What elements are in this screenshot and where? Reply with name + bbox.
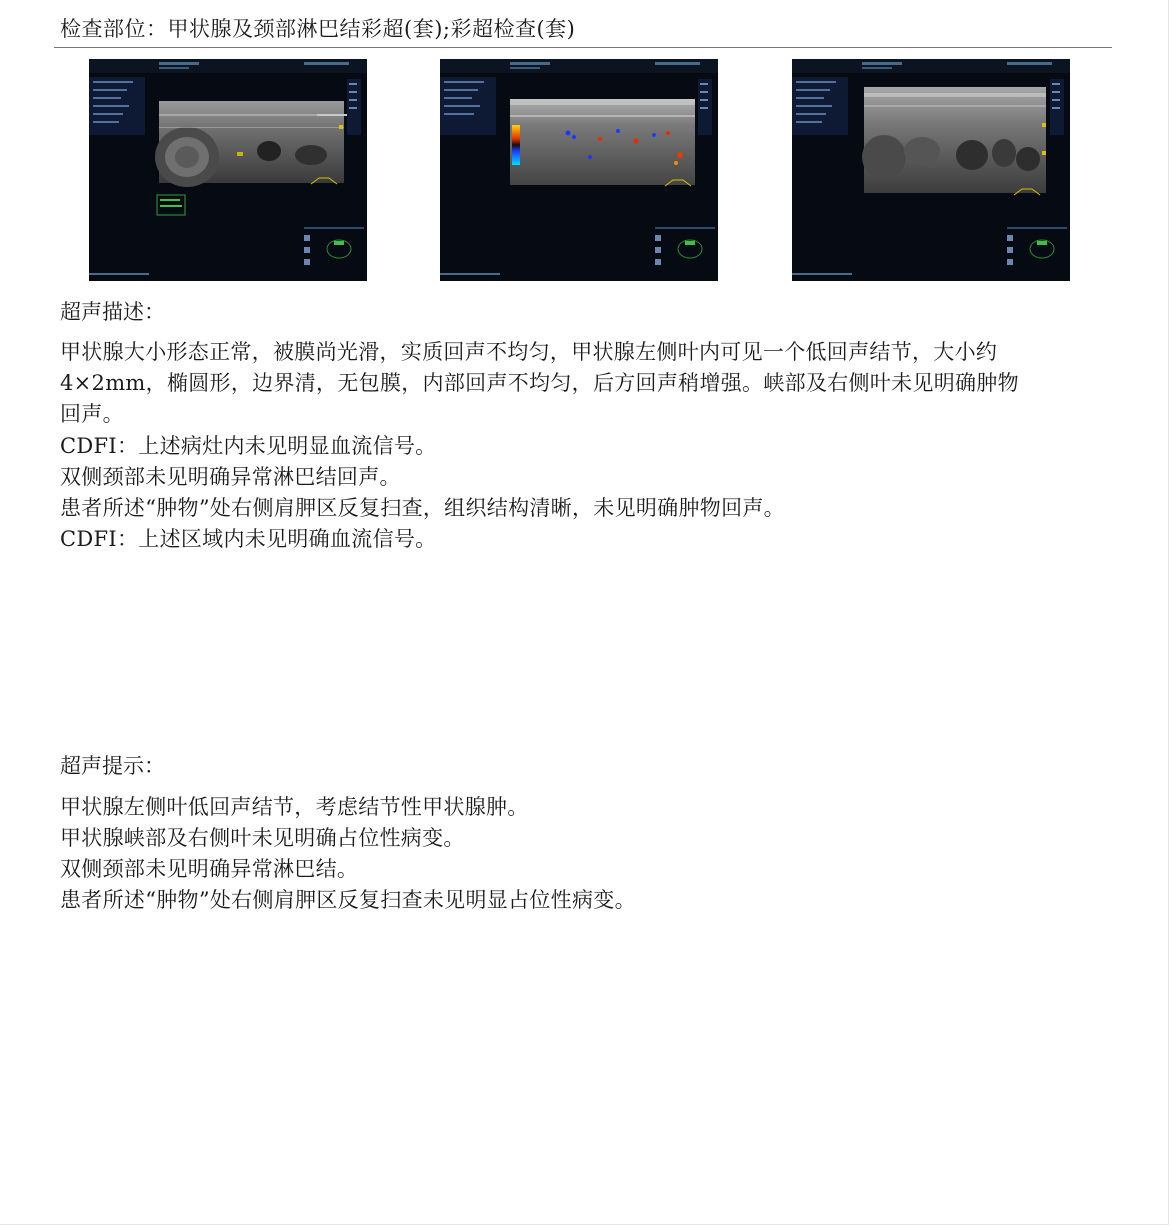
description-line-6: 患者所述“肿物”处右侧肩胛区反复扫查，组织结构清晰，未见明确肿物回声。 bbox=[60, 496, 785, 520]
exam-site-line bbox=[60, 13, 575, 43]
cut-off-header-line bbox=[60, 0, 820, 4]
exam-site-label: 检查部位： bbox=[60, 17, 168, 41]
description-title: 超声描述： bbox=[60, 300, 165, 324]
description-line-1: 甲状腺大小形态正常，被膜尚光滑，实质回声不均匀，甲状腺左侧叶内可见一个低回声结节，大小约 bbox=[60, 340, 998, 364]
conclusion-title: 超声提示： bbox=[60, 754, 165, 778]
exam-site-value: 甲状腺及颈部淋巴结彩超(套);彩超检查(套) bbox=[167, 17, 576, 41]
description-line-2: 4×2mm，椭圆形，边界清，无包膜，内部回声不均匀，后方回声稍增强。峡部及右侧叶未见明确肿物 bbox=[60, 371, 1019, 395]
description-line-5: 双侧颈部未见明确异常淋巴结回声。 bbox=[60, 465, 401, 489]
conclusion-line-1: 甲状腺左侧叶低回声结节，考虑结节性甲状腺肿。 bbox=[60, 795, 529, 819]
header-divider bbox=[54, 47, 1112, 48]
ultrasound-image-3 bbox=[792, 59, 1070, 281]
description-line-4: CDFI：上述病灶内未见明显血流信号。 bbox=[60, 434, 437, 458]
conclusion-line-4: 患者所述“肿物”处右侧肩胛区反复扫查未见明显占位性病变。 bbox=[60, 888, 636, 912]
description-line-3: 回声。 bbox=[60, 402, 124, 426]
ultrasound-image-2 bbox=[440, 59, 718, 281]
description-line-7: CDFI：上述区域内未见明确血流信号。 bbox=[60, 527, 437, 551]
conclusion-line-3: 双侧颈部未见明确异常淋巴结。 bbox=[60, 857, 359, 881]
conclusion-line-2: 甲状腺峡部及右侧叶未见明确占位性病变。 bbox=[60, 826, 465, 850]
ultrasound-image-1 bbox=[89, 59, 367, 281]
